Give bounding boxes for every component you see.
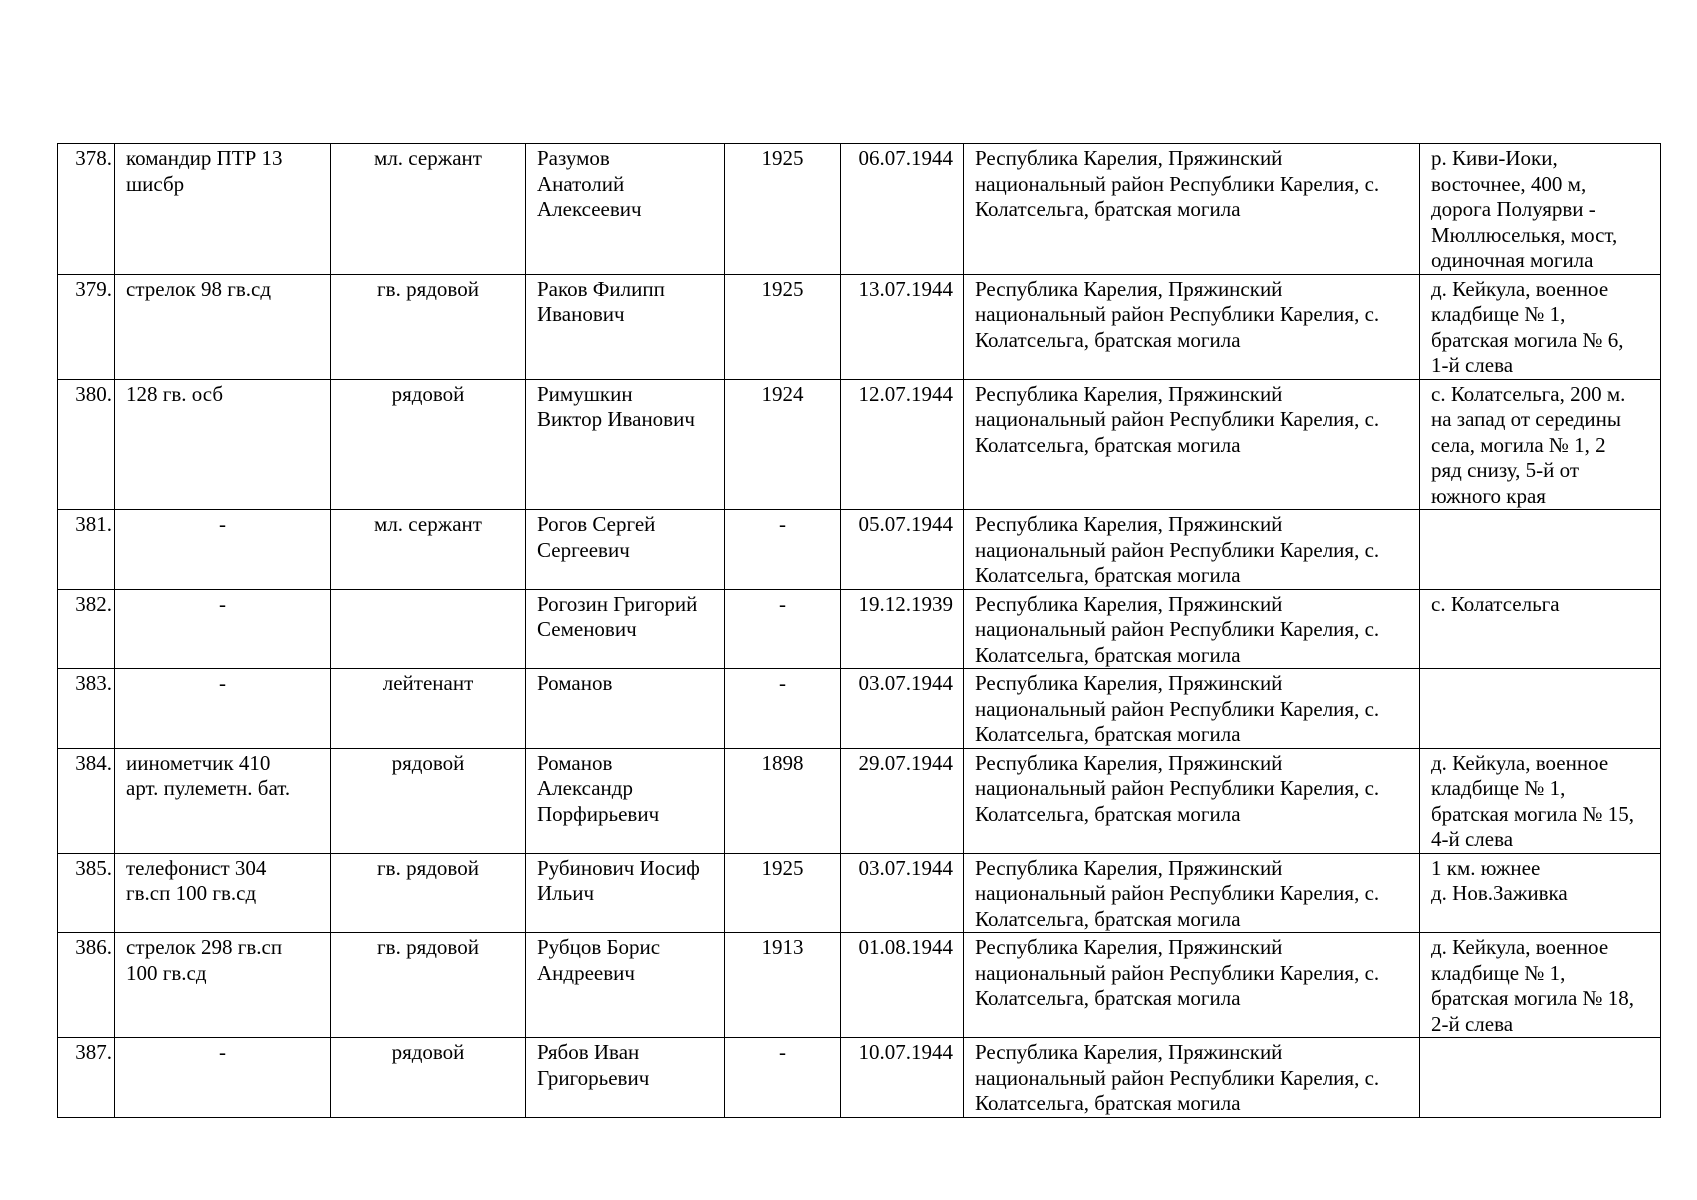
original-burial-line: д. Кейкула, военное	[1431, 276, 1609, 301]
burial-place-cell	[964, 274, 1420, 379]
rank-cell: рядовой	[331, 379, 526, 510]
record-number-cell: 385.	[58, 853, 115, 933]
rank-cell: лейтенант	[331, 669, 526, 749]
rank-cell: гв. рядовой	[331, 853, 526, 933]
death-date-cell: 01.08.1944	[841, 933, 964, 1038]
birth-year-cell: -	[725, 510, 841, 590]
original-burial-line: 1-й слева	[1431, 353, 1514, 377]
death-date-cell: 03.07.1944	[841, 669, 964, 749]
death-date-cell: 13.07.1944	[841, 274, 964, 379]
full-name-line: Рогозин Григорий	[537, 591, 698, 616]
full-name-line: Александр	[537, 776, 633, 800]
full-name-line: Анатолий	[537, 171, 625, 196]
full-name-line: Григорьевич	[537, 1065, 650, 1090]
full-name-cell	[526, 933, 725, 1038]
birth-year-cell: -	[725, 669, 841, 749]
unit-cell	[115, 274, 331, 379]
original-burial-line: кладбище № 1,	[1431, 302, 1566, 326]
burial-place-line: национальный район Республики Карелия, с.	[975, 302, 1380, 326]
original-burial-line: с. Колатсельга	[1431, 591, 1560, 616]
table-row	[58, 274, 1661, 379]
record-number-cell: 381.	[58, 510, 115, 590]
record-number-cell: 382.	[58, 589, 115, 669]
original-burial-cell	[1420, 669, 1661, 749]
table-row	[58, 144, 1661, 275]
burial-place-line: национальный район Республики Карелия, с.	[975, 407, 1380, 431]
birth-year-cell: 1925	[725, 274, 841, 379]
rank-cell: рядовой	[331, 1038, 526, 1118]
original-burial-line: 1 км. южнее	[1431, 855, 1541, 880]
table-row	[58, 379, 1661, 510]
burial-place-line: Республика Карелия, Пряжинский	[975, 146, 1283, 170]
unit-cell	[115, 748, 331, 853]
original-burial-cell	[1420, 510, 1661, 590]
record-number-cell: 378.	[58, 144, 115, 275]
burial-place-line: Республика Карелия, Пряжинский	[975, 671, 1283, 695]
full-name-cell	[526, 853, 725, 933]
death-date-cell: 06.07.1944	[841, 144, 964, 275]
unit-cell	[115, 589, 331, 669]
rank-cell: рядовой	[331, 748, 526, 853]
original-burial-cell	[1420, 379, 1661, 510]
full-name-cell	[526, 1038, 725, 1118]
original-burial-line: братская могила № 15,	[1431, 801, 1635, 826]
unit-cell	[115, 144, 331, 275]
burial-place-line: Колатсельга, братская могила	[975, 722, 1241, 746]
death-date-cell: 29.07.1944	[841, 748, 964, 853]
unit-line: -	[219, 1040, 226, 1064]
full-name-line: Романов	[537, 750, 613, 775]
death-date-cell: 05.07.1944	[841, 510, 964, 590]
burial-place-line: национальный район Республики Карелия, с.	[975, 960, 1380, 985]
death-date-cell: 12.07.1944	[841, 379, 964, 510]
original-burial-line: кладбище № 1,	[1431, 960, 1566, 985]
record-number-cell: 387.	[58, 1038, 115, 1118]
rank-cell: мл. сержант	[331, 510, 526, 590]
full-name-line: Ильич	[537, 881, 595, 905]
original-burial-line: на запад от середины	[1431, 407, 1622, 431]
unit-line: командир ПТР 13	[126, 146, 283, 170]
unit-cell	[115, 510, 331, 590]
full-name-line: Рогов Сергей	[537, 512, 656, 536]
record-number-cell: 380.	[58, 379, 115, 510]
death-date-cell: 10.07.1944	[841, 1038, 964, 1118]
original-burial-line: р. Киви-Иоки,	[1431, 146, 1558, 170]
unit-line: 100 гв.сд	[126, 960, 207, 985]
burial-place-line: Колатсельга, братская могила	[975, 197, 1241, 221]
full-name-line: Андреевич	[537, 960, 635, 985]
original-burial-line: 2-й слева	[1431, 1011, 1514, 1036]
burial-place-cell	[964, 379, 1420, 510]
table-row	[58, 510, 1661, 590]
full-name-line: Порфирьевич	[537, 801, 660, 826]
unit-cell	[115, 1038, 331, 1118]
burial-place-line: Колатсельга, братская могила	[975, 327, 1241, 352]
table-row	[58, 933, 1661, 1038]
full-name-line: Разумов	[537, 146, 610, 170]
burial-place-cell	[964, 1038, 1420, 1118]
full-name-cell	[526, 144, 725, 275]
original-burial-line: братская могила № 6,	[1431, 327, 1624, 352]
original-burial-line: восточнее, 400 м,	[1431, 171, 1587, 196]
rank-cell	[331, 589, 526, 669]
unit-line: 128 гв. осб	[126, 381, 224, 406]
original-burial-cell	[1420, 1038, 1661, 1118]
unit-line: телефонист 304	[126, 855, 267, 880]
table-row	[58, 589, 1661, 669]
burial-place-line: национальный район Республики Карелия, с.	[975, 881, 1380, 905]
burial-place-cell	[964, 933, 1420, 1038]
table-row	[58, 748, 1661, 853]
unit-cell	[115, 379, 331, 510]
original-burial-cell	[1420, 144, 1661, 275]
rank-cell: мл. сержант	[331, 144, 526, 275]
full-name-line: Раков Филипп	[537, 276, 665, 301]
burial-place-line: Колатсельга, братская могила	[975, 906, 1241, 931]
burial-place-cell	[964, 853, 1420, 933]
birth-year-cell: -	[725, 589, 841, 669]
full-name-line: Рябов Иван	[537, 1040, 640, 1064]
birth-year-cell: 1898	[725, 748, 841, 853]
full-name-cell	[526, 510, 725, 590]
original-burial-line: д. Кейкула, военное	[1431, 935, 1609, 959]
burial-place-line: Колатсельга, братская могила	[975, 801, 1241, 826]
burial-place-line: Республика Карелия, Пряжинский	[975, 276, 1283, 301]
table-body	[58, 144, 1661, 1118]
burial-place-cell	[964, 144, 1420, 275]
birth-year-cell: 1924	[725, 379, 841, 510]
full-name-cell	[526, 379, 725, 510]
original-burial-cell	[1420, 748, 1661, 853]
death-date-cell: 03.07.1944	[841, 853, 964, 933]
original-burial-cell	[1420, 589, 1661, 669]
rank-cell: гв. рядовой	[331, 933, 526, 1038]
table-row	[58, 853, 1661, 933]
full-name-line: Семенович	[537, 617, 637, 641]
record-number-cell: 386.	[58, 933, 115, 1038]
burial-records-table	[57, 143, 1661, 1118]
full-name-line: Виктор Иванович	[537, 407, 695, 431]
burial-place-cell	[964, 748, 1420, 853]
burial-place-line: Колатсельга, братская могила	[975, 432, 1241, 457]
full-name-cell	[526, 589, 725, 669]
record-number-cell: 383.	[58, 669, 115, 749]
record-number-cell: 384.	[58, 748, 115, 853]
original-burial-line: южного края	[1431, 483, 1546, 508]
burial-place-line: Колатсельга, братская могила	[975, 642, 1241, 667]
full-name-cell	[526, 274, 725, 379]
full-name-cell	[526, 669, 725, 749]
rank-cell: гв. рядовой	[331, 274, 526, 379]
birth-year-cell: 1925	[725, 144, 841, 275]
birth-year-cell: 1913	[725, 933, 841, 1038]
full-name-line: Рубинович Иосиф	[537, 855, 700, 880]
unit-line: стрелок 298 гв.сп	[126, 935, 283, 959]
burial-place-line: Республика Карелия, Пряжинский	[975, 855, 1283, 880]
burial-place-line: Колатсельга, братская могила	[975, 986, 1241, 1010]
burial-place-line: национальный район Республики Карелия, с.	[975, 696, 1380, 721]
table-row	[58, 1038, 1661, 1118]
original-burial-line: ряд снизу, 5-й от	[1431, 458, 1580, 482]
death-date-cell: 19.12.1939	[841, 589, 964, 669]
record-number-cell: 379.	[58, 274, 115, 379]
unit-line: -	[219, 591, 226, 616]
unit-line: шисбр	[126, 171, 185, 196]
burial-place-line: Республика Карелия, Пряжинский	[975, 591, 1283, 616]
unit-cell	[115, 933, 331, 1038]
unit-cell	[115, 669, 331, 749]
full-name-line: Сергеевич	[537, 537, 630, 562]
burial-place-line: национальный район Республики Карелия, с.	[975, 776, 1380, 800]
original-burial-line: кладбище № 1,	[1431, 776, 1566, 800]
burial-place-line: Республика Карелия, Пряжинский	[975, 512, 1283, 536]
full-name-line: Иванович	[537, 302, 625, 326]
unit-line: -	[219, 512, 226, 536]
unit-line: -	[219, 671, 226, 695]
burial-place-line: национальный район Республики Карелия, с.	[975, 537, 1380, 562]
burial-place-line: национальный район Республики Карелия, с.	[975, 1065, 1380, 1090]
unit-line: иинометчик 410	[126, 750, 271, 775]
unit-line: стрелок 98 гв.сд	[126, 276, 272, 301]
original-burial-line: 4-й слева	[1431, 827, 1514, 851]
full-name-line: Алексеевич	[537, 197, 642, 221]
burial-place-line: Колатсельга, братская могила	[975, 1091, 1241, 1115]
burial-place-line: Колатсельга, братская могила	[975, 563, 1241, 587]
full-name-cell	[526, 748, 725, 853]
burial-place-line: национальный район Республики Карелия, с.	[975, 617, 1380, 641]
full-name-line: Романов	[537, 671, 613, 695]
original-burial-line: д. Нов.Заживка	[1431, 881, 1568, 905]
burial-place-cell	[964, 510, 1420, 590]
birth-year-cell: 1925	[725, 853, 841, 933]
original-burial-line: Мюллюселькя, мост,	[1431, 222, 1618, 247]
burial-place-cell	[964, 589, 1420, 669]
original-burial-line: дорога Полуярви -	[1431, 197, 1596, 221]
table-row	[58, 669, 1661, 749]
burial-place-line: Республика Карелия, Пряжинский	[975, 750, 1283, 775]
unit-cell	[115, 853, 331, 933]
original-burial-line: братская могила № 18,	[1431, 986, 1635, 1010]
original-burial-line: д. Кейкула, военное	[1431, 750, 1609, 775]
birth-year-cell: -	[725, 1038, 841, 1118]
full-name-line: Римушкин	[537, 381, 633, 406]
unit-line: гв.сп 100 гв.сд	[126, 881, 257, 905]
burial-place-cell	[964, 669, 1420, 749]
burial-place-line: Республика Карелия, Пряжинский	[975, 935, 1283, 959]
burial-place-line: Республика Карелия, Пряжинский	[975, 1040, 1283, 1064]
original-burial-cell	[1420, 933, 1661, 1038]
original-burial-line: с. Колатсельга, 200 м.	[1431, 381, 1626, 406]
original-burial-cell	[1420, 274, 1661, 379]
original-burial-line: села, могила № 1, 2	[1431, 432, 1606, 457]
burial-place-line: национальный район Республики Карелия, с.	[975, 171, 1380, 196]
original-burial-line: одиночная могила	[1431, 248, 1594, 272]
burial-place-line: Республика Карелия, Пряжинский	[975, 381, 1283, 406]
full-name-line: Рубцов Борис	[537, 935, 661, 959]
original-burial-cell	[1420, 853, 1661, 933]
unit-line: арт. пулеметн. бат.	[126, 776, 291, 800]
